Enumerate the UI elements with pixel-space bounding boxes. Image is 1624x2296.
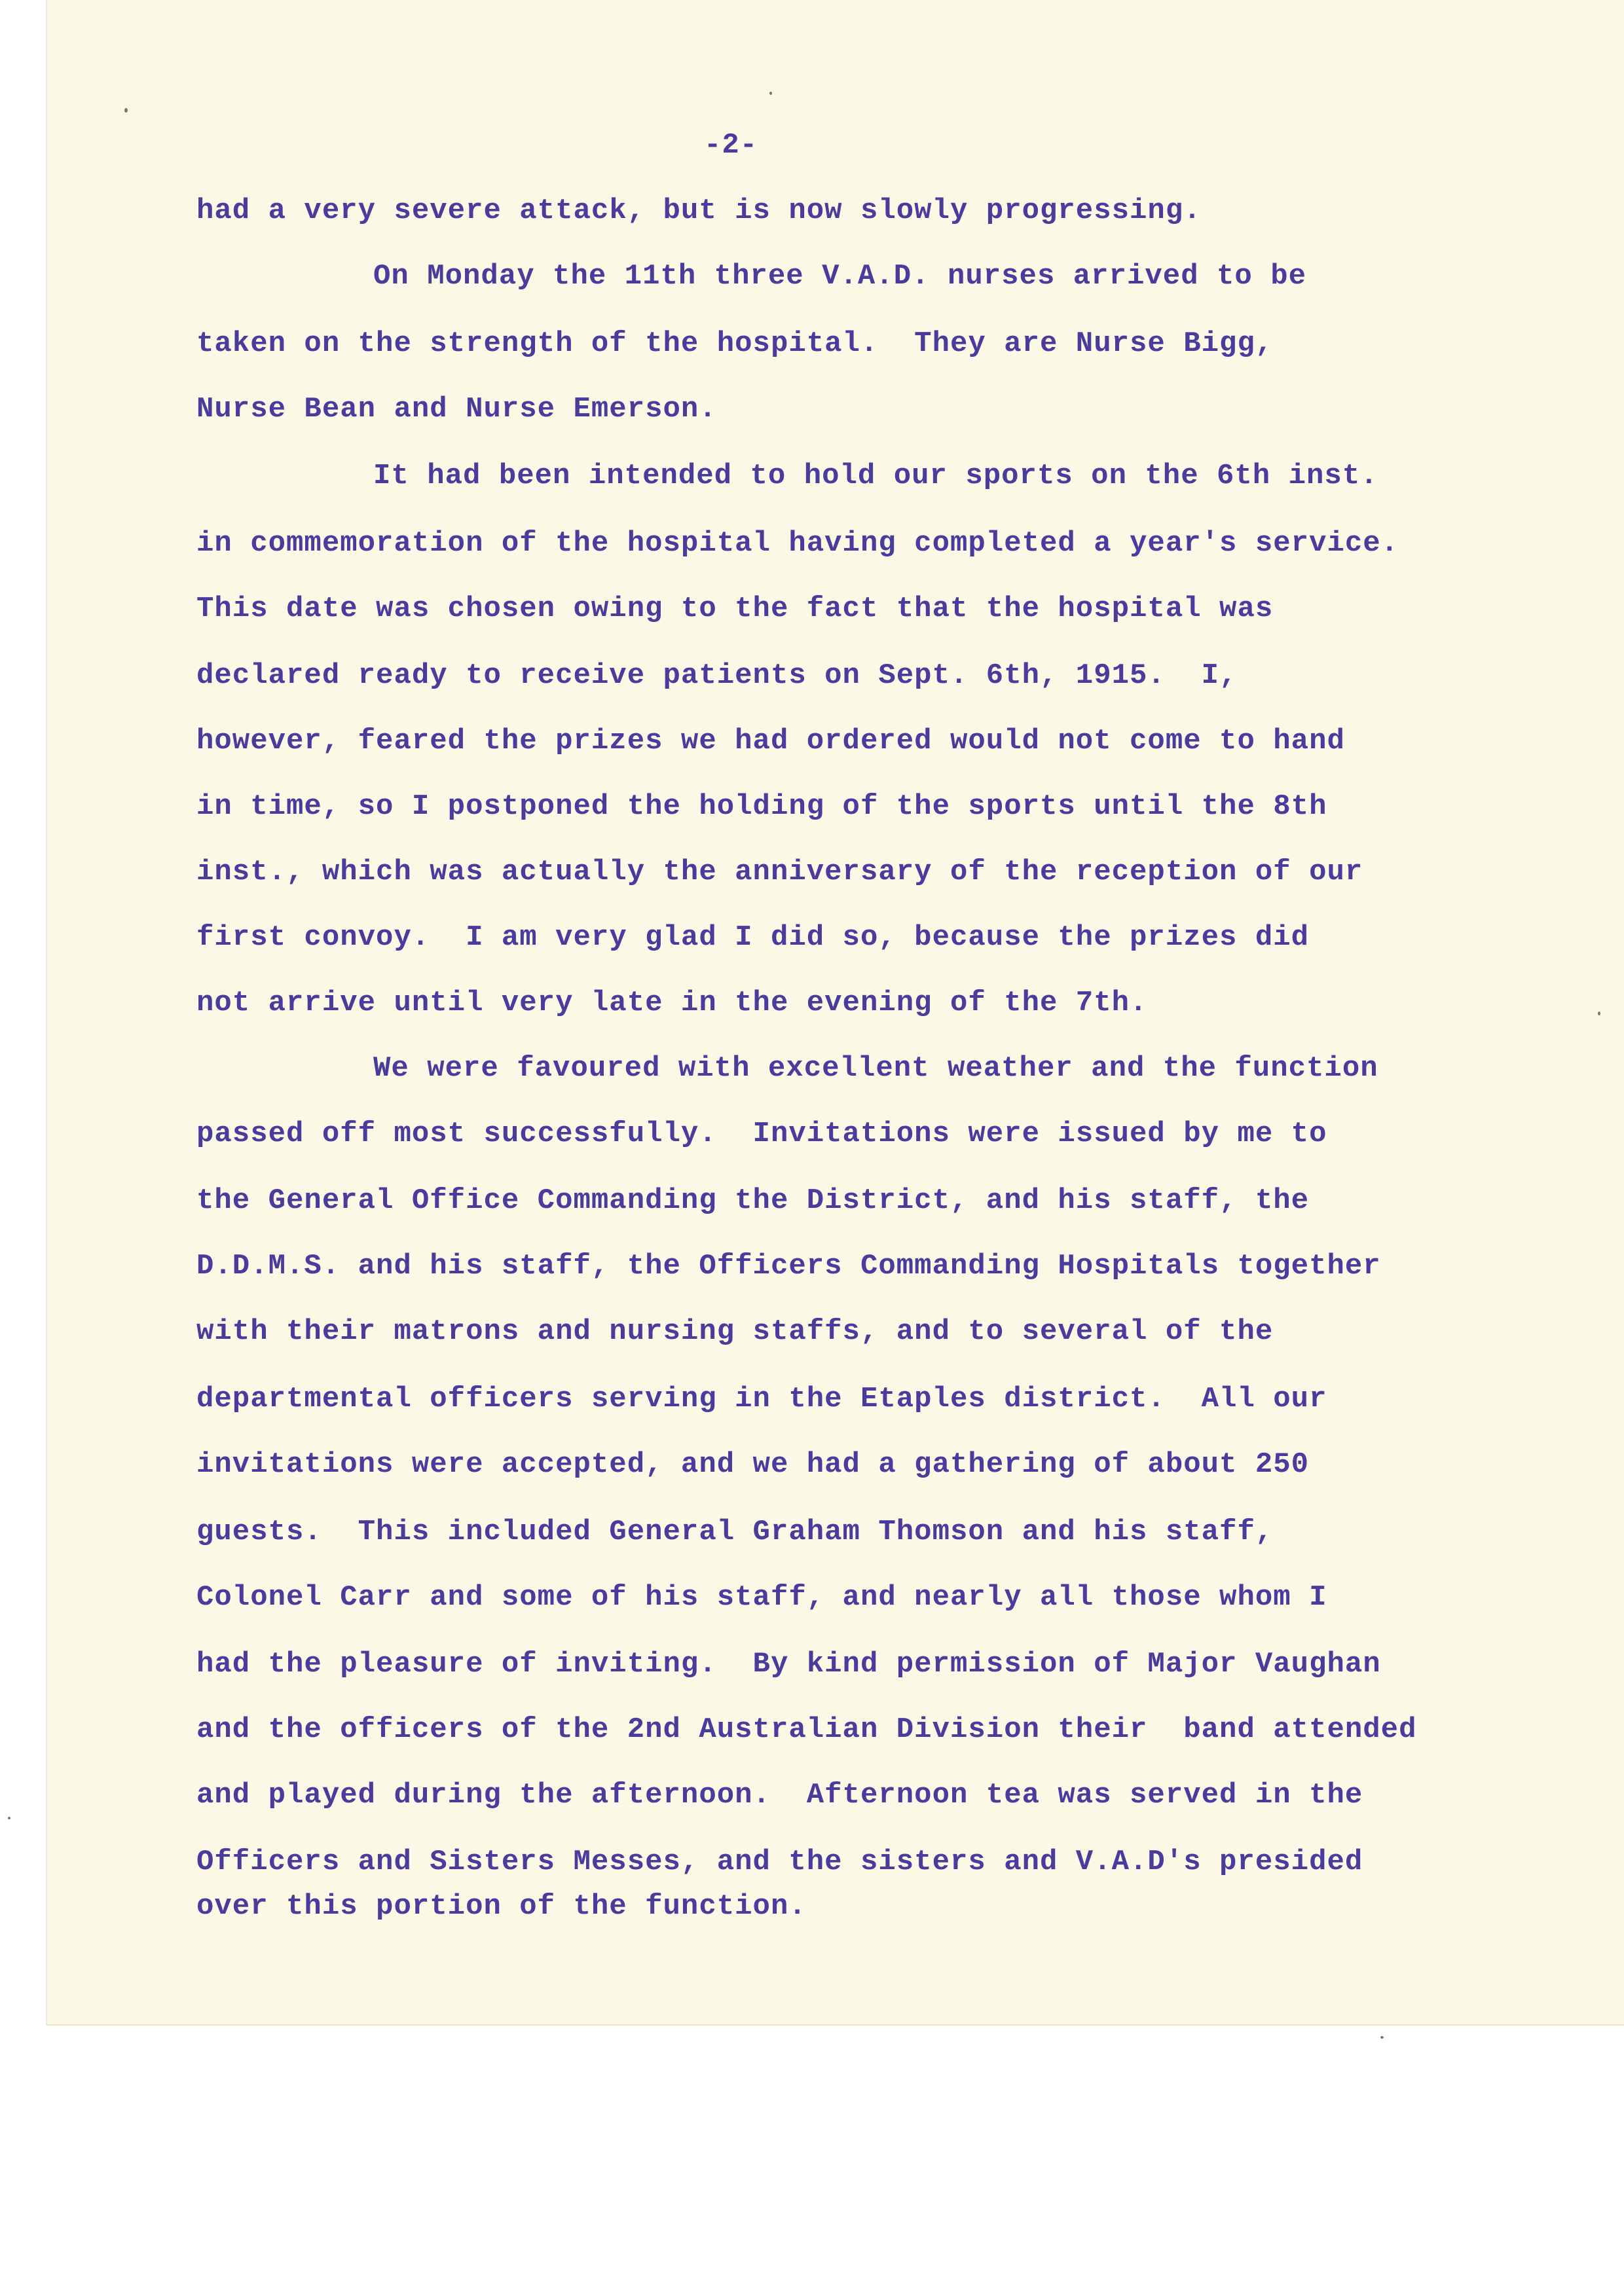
text-line: This date was chosen owing to the fact that the hospital was: [196, 592, 1274, 625]
text-line: Colonel Carr and some of his staff, and nearly all those whom I: [196, 1581, 1327, 1614]
text-line: the General Office Commanding the District, and his staff, the: [196, 1184, 1310, 1217]
paper-speck: [8, 1817, 10, 1819]
text-line: had a very severe attack, but is now slowly progressing.: [196, 194, 1202, 227]
text-line: in commemoration of the hospital having completed a year's service.: [196, 527, 1399, 560]
text-line: with their matrons and nursing staffs, and to several of the: [196, 1315, 1274, 1348]
text-line: It had been intended to hold our sports on the 6th inst.: [373, 460, 1378, 492]
text-line: and the officers of the 2nd Australian Division their band attended: [196, 1713, 1417, 1746]
text-line: not arrive until very late in the evening of the 7th.: [196, 987, 1148, 1019]
text-line: invitations were accepted, and we had a gathering of about 250: [196, 1448, 1310, 1481]
text-line: had the pleasure of inviting. By kind permission of Major Vaughan: [196, 1648, 1381, 1681]
text-line: We were favoured with excellent weather and the function: [373, 1052, 1378, 1085]
text-line: over this portion of the function.: [196, 1890, 807, 1923]
text-line: departmental officers serving in the Etaples district. All our: [196, 1383, 1327, 1415]
text-line: first convoy. I am very glad I did so, because the prizes did: [196, 921, 1310, 954]
text-line: Officers and Sisters Messes, and the sisters and V.A.D's presided: [196, 1846, 1363, 1878]
paper-speck: [769, 92, 772, 95]
paper-speck: [1598, 1011, 1600, 1015]
text-line: Nurse Bean and Nurse Emerson.: [196, 393, 717, 426]
text-line: however, feared the prizes we had ordered would not come to hand: [196, 725, 1345, 757]
paper-speck: [124, 108, 128, 113]
text-line: guests. This included General Graham Thomson and his staff,: [196, 1516, 1274, 1548]
text-line: D.D.M.S. and his staff, the Officers Commanding Hospitals together: [196, 1250, 1381, 1283]
paper-speck: [1380, 2036, 1384, 2039]
page-number: -2-: [704, 129, 758, 162]
text-line: On Monday the 11th three V.A.D. nurses arrived to be: [373, 260, 1307, 293]
text-line: in time, so I postponed the holding of the sports until the 8th: [196, 790, 1327, 823]
text-line: declared ready to receive patients on Sept. 6th, 1915. I,: [196, 659, 1238, 692]
text-line: and played during the afternoon. Afternoon tea was served in the: [196, 1779, 1363, 1812]
text-line: passed off most successfully. Invitations were issued by me to: [196, 1118, 1327, 1150]
text-line: inst., which was actually the anniversary of the reception of our: [196, 856, 1363, 888]
text-line: taken on the strength of the hospital. They are Nurse Bigg,: [196, 327, 1274, 360]
